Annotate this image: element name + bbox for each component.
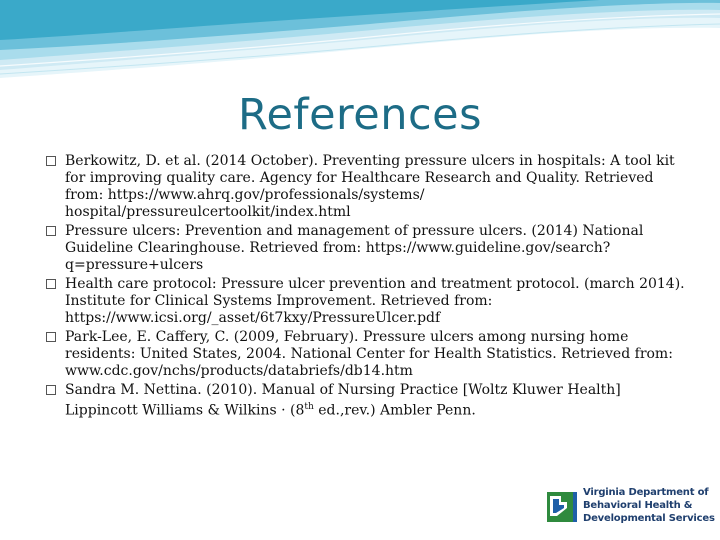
reference-item (46, 223, 686, 274)
logo-text (583, 486, 715, 525)
square-bullet-icon (46, 226, 56, 236)
reference-text: Health care protocol: Pressure ulcer prevention and treatment protocol. (march 2014). Institute for Clinical Systems Improvement. Retrieved from: https://www.icsi.org/_asset/6t7kxy/PressureUlcer.pdf (65, 276, 685, 326)
reference-superscript: th (304, 402, 314, 412)
page-title: References (238, 90, 482, 140)
reference-text: Berkowitz, D. et al. (2014 October). Preventing pressure ulcers in hospitals: A tool kit for improving quality care. Agency for Healthcare Research and Quality. Retrieved from: https://www.ahrq.gov/professionals/systems/ hospital/pressureulcertoolkit/index.html (65, 153, 675, 220)
header-wave-decoration (0, 0, 720, 90)
reference-item (46, 382, 686, 420)
square-bullet-icon (46, 332, 56, 342)
logo-line-1: Virginia Department of (583, 487, 709, 498)
square-bullet-icon (46, 156, 56, 166)
virginia-state-icon (545, 488, 579, 526)
square-bullet-icon (46, 279, 56, 289)
references-list (46, 153, 686, 422)
reference-text-end: ed.,rev.) Ambler Penn. (313, 402, 476, 419)
reference-item (46, 153, 686, 221)
reference-item (46, 329, 686, 380)
reference-text-start: Sandra M. Nettina. (2010). Manual of Nursing Practice [Woltz Kluwer Health] Lippincott Williams & Wilkins · (8 (65, 382, 621, 419)
reference-text: Park-Lee, E. Caffery, C. (2009, February). Pressure ulcers among nursing home residents: United States, 2004. National Center for Health Statistics. Retrieved from: www.cdc.gov/nchs/products/databriefs/db14.htm (65, 329, 673, 379)
reference-text: Pressure ulcers: Prevention and management of pressure ulcers. (2014) National Guideline Clearinghouse. Retrieved from: https://www.guideline.gov/search?q=pressure+ulcers (65, 223, 644, 273)
dbhds-logo (545, 486, 713, 530)
square-bullet-icon (46, 385, 56, 395)
reference-item (46, 276, 686, 327)
logo-line-2: Behavioral Health & (583, 500, 693, 511)
logo-line-3: Developmental Services (583, 513, 715, 524)
